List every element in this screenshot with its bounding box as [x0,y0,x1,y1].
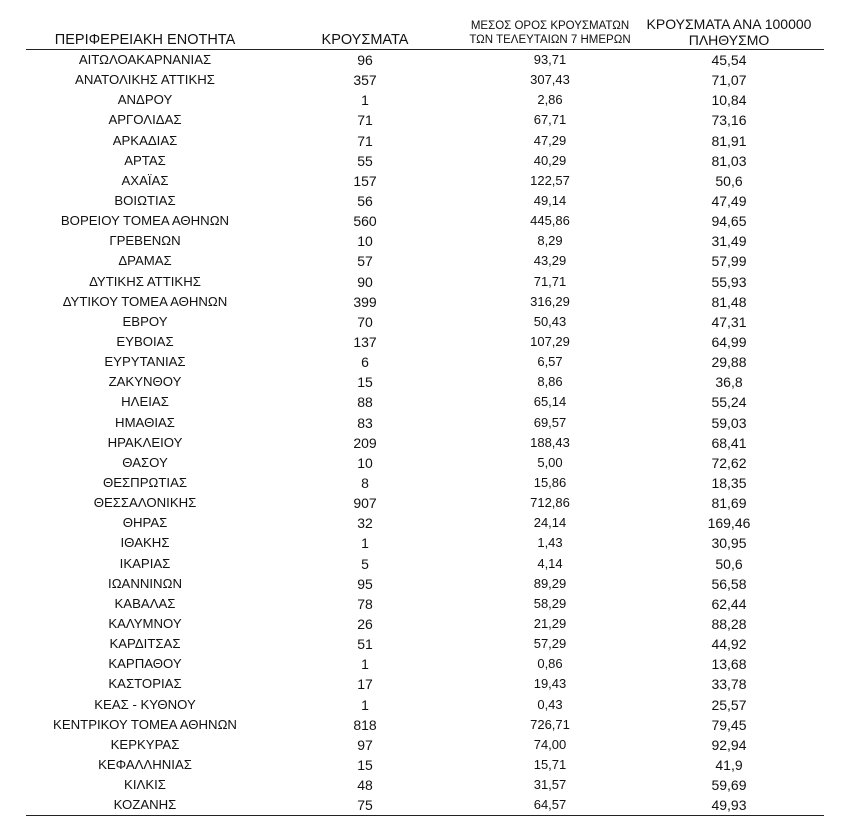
cell-cases: 83 [357,414,373,431]
table-row [26,312,824,332]
cell-region: ΕΥΒΟΙΑΣ [116,334,174,350]
cell-per-100k: 92,94 [711,736,747,753]
cell-region: ΕΥΡΥΤΑΝΙΑΣ [104,354,186,370]
cell-per-100k: 47,49 [711,193,747,210]
cell-cases: 137 [353,334,377,351]
cell-avg-7-days: 726,71 [530,716,570,732]
cell-region: ΙΚΑΡΙΑΣ [119,555,171,571]
cell-cases: 55 [357,152,373,169]
table-row [26,272,824,292]
cell-avg-7-days: 58,29 [533,595,567,611]
cell-cases: 10 [357,233,373,250]
table-row [26,352,824,372]
cell-avg-7-days: 316,29 [530,293,570,309]
cell-cases: 157 [353,172,377,189]
cell-cases: 78 [357,595,373,612]
cell-cases: 48 [357,777,373,794]
cell-avg-7-days: 307,43 [530,72,570,88]
cell-avg-7-days: 4,14 [537,555,563,571]
cell-cases: 357 [353,72,377,89]
cell-region: ΘΗΡΑΣ [122,515,168,531]
cell-cases: 5 [361,555,369,572]
table-row [26,191,824,211]
table-row [26,413,824,433]
table-row [26,634,824,654]
cell-region: ΚΑΒΑΛΑΣ [114,595,176,611]
cell-avg-7-days: 19,43 [533,676,567,692]
table-row [26,211,824,231]
cell-per-100k: 25,57 [711,696,747,713]
cell-avg-7-days: 5,00 [537,454,563,470]
table-row [26,70,824,90]
cell-cases: 10 [357,454,373,471]
cell-avg-7-days: 40,29 [533,152,567,168]
cell-region: ΘΕΣΠΡΩΤΙΑΣ [102,475,188,491]
cell-per-100k: 62,44 [711,595,747,612]
cell-region: ΒΟΡΕΙΟΥ ΤΟΜΕΑ ΑΘΗΝΩΝ [60,213,230,229]
cell-avg-7-days: 122,57 [530,172,570,188]
cell-per-100k: 81,91 [711,132,747,149]
cell-per-100k: 55,93 [711,273,747,290]
table-row [26,131,824,151]
cell-avg-7-days: 107,29 [530,334,570,350]
cell-region: ΚΑΣΤΟΡΙΑΣ [108,676,182,692]
header-per-100k [634,12,824,50]
header-avg-7-days [466,12,634,50]
table-row [26,755,824,775]
cell-region: ΚΟΖΑΝΗΣ [26,795,264,816]
cell-avg-7-days: 24,14 [533,515,567,531]
cell-per-100k: 44,92 [711,636,747,653]
cell-region: ΑΧΑΪΑΣ [121,172,169,188]
table-row [26,433,824,453]
cell-avg-7-days: 50,43 [533,313,567,329]
cell-per-100k: 10,84 [711,92,747,109]
cell-cases: 1 [361,656,369,673]
table-row [26,674,824,694]
cell-region: ΓΡΕΒΕΝΩΝ [109,233,181,249]
cell-avg-7-days: 712,86 [530,495,570,511]
header-cases: ΚΡΟΥΣΜΑΤΑ [264,12,466,50]
table-row [26,90,824,110]
cell-cases: 15 [357,374,373,391]
cell-region: ΑΡΤΑΣ [124,152,166,168]
cell-per-100k: 29,88 [711,354,747,371]
cell-avg-7-days: 57,29 [533,636,567,652]
covid-cases-table [26,12,824,816]
cell-per-100k: 81,69 [711,495,747,512]
table-row [26,292,824,312]
cell-region: ΚΑΡΠΑΘΟΥ [108,656,182,672]
cell-per-100k: 49,93 [634,795,824,816]
table-row [26,654,824,674]
table-row [26,372,824,392]
table-row [26,715,824,735]
cell-per-100k: 36,8 [715,374,743,391]
cell-per-100k: 56,58 [711,575,747,592]
cell-avg-7-days: 8,86 [537,374,563,390]
cell-avg-7-days: 31,57 [533,777,567,793]
cell-region: ΔΥΤΙΚΟΥ ΤΟΜΕΑ ΑΘΗΝΩΝ [62,293,228,309]
cell-per-100k: 18,35 [711,475,747,492]
cell-per-100k: 68,41 [711,434,747,451]
cell-region: ΔΥΤΙΚΗΣ ΑΤΤΙΚΗΣ [89,273,201,289]
cell-cases: 71 [357,112,373,129]
table-row [26,110,824,130]
cell-per-100k: 169,46 [707,515,751,532]
cell-per-100k: 13,68 [711,656,747,673]
cell-region: ΗΛΕΙΑΣ [121,394,169,410]
cell-cases: 15 [357,756,373,773]
cell-cases: 57 [357,253,373,270]
cell-avg-7-days: 49,14 [533,193,567,209]
table-row [26,574,824,594]
table-row [26,775,824,795]
cell-avg-7-days: 74,00 [533,736,567,752]
cell-avg-7-days: 15,86 [533,475,567,491]
cell-cases: 51 [357,636,373,653]
cell-region: ΗΡΑΚΛΕΙΟΥ [107,434,183,450]
cell-cases: 32 [357,515,373,532]
header-per100k-line2: ΠΛΗΘΥΣΜΟ [688,32,770,48]
header-per100k-line1: ΚΡΟΥΣΜΑΤΑ ΑΝΑ 100000 [646,16,812,32]
cell-region: ΑΡΚΑΔΙΑΣ [112,132,178,148]
cell-cases: 209 [353,434,377,451]
cell-region: ΘΕΣΣΑΛΟΝΙΚΗΣ [93,495,197,511]
table-row [26,795,824,816]
cell-per-100k: 73,16 [711,112,747,129]
cell-cases: 17 [357,676,373,693]
cell-per-100k: 31,49 [711,233,747,250]
cell-per-100k: 64,99 [711,334,747,351]
cell-cases: 71 [357,132,373,149]
table-row [26,171,824,191]
cell-region: ΔΡΑΜΑΣ [118,253,172,269]
cell-avg-7-days: 0,43 [537,696,563,712]
cell-region: ΒΟΙΩΤΙΑΣ [114,193,176,209]
cell-per-100k: 72,62 [711,454,747,471]
header-avg-line1: ΜΕΣΟΣ ΟΡΟΣ ΚΡΟΥΣΜΑΤΩΝ [470,20,630,32]
cell-cases: 56 [357,193,373,210]
cell-region: ΚΑΛΥΜΝΟΥ [108,616,182,631]
cell-avg-7-days: 69,57 [533,414,567,430]
cell-cases: 8 [361,475,369,492]
cell-cases: 399 [353,293,377,310]
cell-region: ΑΡΓΟΛΙΔΑΣ [108,112,182,128]
cell-cases: 95 [357,575,373,592]
table-row [26,735,824,755]
cell-per-100k: 59,03 [711,414,747,431]
cell-region: ΙΘΑΚΗΣ [120,535,170,551]
table-row [26,151,824,171]
cell-avg-7-days: 188,43 [530,434,570,450]
table-body [26,50,824,816]
cell-per-100k: 79,45 [711,716,747,733]
table-row [26,533,824,553]
cell-per-100k: 33,78 [711,676,747,693]
cell-cases: 560 [353,213,377,230]
cell-cases: 818 [353,716,377,733]
cell-per-100k: 59,69 [711,777,747,794]
cell-cases: 26 [357,616,373,632]
cell-avg-7-days: 93,71 [533,52,567,68]
cell-cases: 88 [357,394,373,411]
header-avg-line2: ΤΩΝ ΤΕΛΕΥΤΑΙΩΝ 7 ΗΜΕΡΩΝ [469,34,631,46]
table-row [26,251,824,271]
cell-per-100k: 57,99 [711,253,747,270]
cell-avg-7-days: 21,29 [533,616,567,631]
cell-region: ΚΑΡΔΙΤΣΑΣ [109,636,181,652]
cell-avg-7-days: 1,43 [537,535,563,551]
cell-per-100k: 81,48 [711,293,747,310]
cell-avg-7-days: 6,57 [537,354,563,370]
table-row [26,594,824,614]
cell-region: ΚΕΦΑΛΛΗΝΙΑΣ [98,756,192,772]
cell-region: ΚΕΑΣ - ΚΥΘΝΟΥ [94,696,196,712]
cell-avg-7-days: 2,86 [537,92,563,108]
cell-per-100k: 47,31 [711,313,747,330]
cell-cases: 75 [264,795,466,816]
table-row [26,513,824,533]
cell-per-100k: 55,24 [711,394,747,411]
table-header [26,12,824,50]
cell-region: ΑΝΑΤΟΛΙΚΗΣ ΑΤΤΙΚΗΣ [75,72,215,88]
table-row [26,231,824,251]
table-row [26,332,824,352]
cell-avg-7-days: 65,14 [533,394,567,410]
cell-per-100k: 50,6 [715,172,743,189]
cell-region: ΕΒΡΟΥ [122,313,168,329]
cell-cases: 1 [361,92,369,109]
header-row [26,12,824,50]
cell-region: ΚΕΡΚΥΡΑΣ [110,736,180,752]
cell-cases: 70 [357,313,373,330]
cell-region: ΘΑΣΟΥ [122,454,168,470]
cell-avg-7-days: 43,29 [533,253,567,269]
table-row [26,493,824,513]
cell-cases: 96 [357,52,373,69]
table-row [26,453,824,473]
cell-avg-7-days: 445,86 [530,213,570,229]
cell-avg-7-days: 64,57 [466,795,634,816]
cell-cases: 6 [361,354,369,371]
cell-region: ΚΙΛΚΙΣ [124,777,166,793]
header-region: ΠΕΡΙΦΕΡΕΙΑΚΗ ΕΝΟΤΗΤΑ [26,12,264,50]
cell-region: ΖΑΚΥΝΘΟΥ [108,374,182,390]
table-row [26,554,824,574]
cell-per-100k: 30,95 [711,535,747,552]
cell-per-100k: 88,28 [711,616,747,632]
cell-cases: 90 [357,273,373,290]
table-row [26,50,824,71]
table-row [26,392,824,412]
table-row [26,614,824,634]
cell-avg-7-days: 67,71 [533,112,567,128]
table-row [26,473,824,493]
cell-per-100k: 81,03 [711,152,747,169]
cell-avg-7-days: 71,71 [533,273,567,289]
cell-avg-7-days: 47,29 [533,132,567,148]
cell-per-100k: 94,65 [711,213,747,230]
cell-region: ΑΝΔΡΟΥ [117,92,173,108]
cell-region: ΑΙΤΩΛΟΑΚΑΡΝΑΝΙΑΣ [78,52,212,68]
cell-cases: 1 [361,696,369,713]
cell-avg-7-days: 89,29 [533,575,567,591]
cell-cases: 97 [357,736,373,753]
cell-region: ΚΕΝΤΡΙΚΟΥ ΤΟΜΕΑ ΑΘΗΝΩΝ [53,716,237,732]
cell-per-100k: 71,07 [711,72,747,89]
cell-region: ΗΜΑΘΙΑΣ [115,414,175,430]
table-row [26,695,824,715]
cell-avg-7-days: 0,86 [537,656,563,672]
cell-per-100k: 45,54 [711,52,747,69]
cell-cases: 1 [361,535,369,552]
cell-per-100k: 41,9 [715,756,743,773]
cell-cases: 907 [353,495,377,512]
cell-avg-7-days: 15,71 [533,756,567,772]
cell-per-100k: 50,6 [715,555,743,572]
cell-region: ΙΩΑΝΝΙΝΩΝ [108,575,182,591]
cell-avg-7-days: 8,29 [537,233,563,249]
